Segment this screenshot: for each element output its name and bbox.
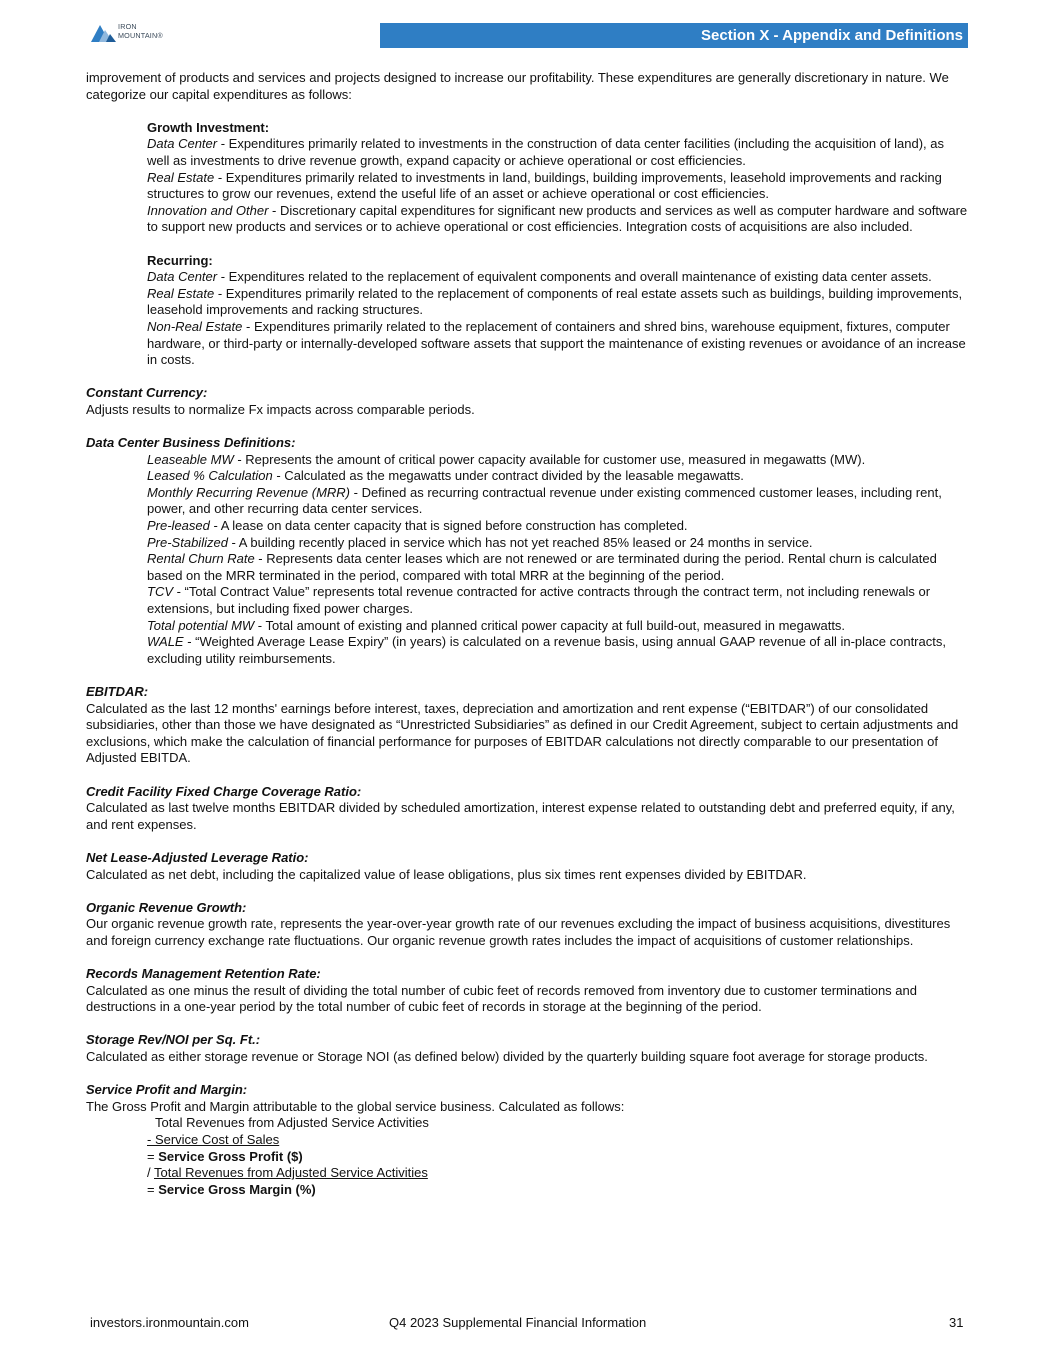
service-profit-heading: Service Profit and Margin: [86,1082,248,1098]
logo-line-2: MOUNTAIN® [118,31,163,40]
definition-text: - Calculated as the megawatts under contract divided by the leasable megawatts. [272,468,744,484]
definition-term: Pre-Stabilized [147,534,228,550]
definition-text: - “Weighted Average Lease Expiry” (in years) is calculated on a revenue basis, using annual GAAP revenue of all in-place contracts, excluding utility reimbursements. [147,634,946,666]
iron-mountain-logo [91,22,181,44]
definition-text: - A building recently placed in service which has not yet reached 85% leased or 24 months in service. [227,534,813,550]
growth-investment-section [147,120,968,369]
retention-rate-text: Calculated as one minus the result of dividing the total number of cubic feet of records removed from inventory due to customer terminations and destructions in a one-year period by the total number of cubic feet of records in storage at the beginning of the period. [86,982,917,1015]
net-lease-text: Calculated as net debt, including the capitalized value of lease obligations, plus six times rent expenses divided by EBITDAR. [86,866,807,882]
page-content [86,70,968,1198]
formula-operator: = [147,1148,159,1164]
recurring-text: - Expenditures primarily related to the replacement of containers and shred bins, warehouse equipment, fixtures, computer hardware, or third-party or internally-developed software assets that support the maintenance of existing revenues or avoidance of an increase in costs. [147,318,966,368]
logo-wordmark [118,22,163,40]
definition-item [147,634,968,667]
formula-operator: / [147,1165,154,1181]
organic-growth-heading: Organic Revenue Growth: [86,899,247,915]
definition-text: - A lease on data center capacity that is signed before construction has completed. [209,518,688,534]
definition-term: Leased % Calculation [147,468,273,484]
organic-growth-text: Our organic revenue growth rate, represents the year-over-year growth rate of our revenues excluding the impact of business acquisitions, divestitures and foreign currency exchange rate fluctuations. Our organic revenue growth rates includes the impact of acquisitions of customer relationships. [86,916,951,948]
service-gross-profit-label: Service Gross Profit ($) [158,1148,303,1164]
mountain-logo-icon [91,22,117,42]
definition-item [147,485,968,518]
formula-operator: = [147,1181,159,1197]
growth-term: Innovation and Other [147,202,269,218]
definition-item [147,452,968,469]
growth-term: Data Center [147,136,218,152]
definition-term: Rental Churn Rate [147,551,255,567]
footer-document-title: Q4 2023 Supplemental Financial Information [389,1315,647,1330]
growth-text: - Expenditures primarily related to investments in the construction of data center facilities (including the acquisition of land), as well as investments to drive revenue growth, expand capacity or achieve operational or cost efficiencies. [147,136,945,168]
net-lease-heading: Net Lease-Adjusted Leverage Ratio: [86,849,309,865]
credit-facility-text: Calculated as last twelve months EBITDAR divided by scheduled amortization, interest expense related to outstanding debt and preferred equity, if any, and rent expenses. [86,800,955,832]
formula-line-3 [147,1149,968,1166]
storage-rev-heading: Storage Rev/NOI per Sq. Ft.: [86,1032,261,1048]
retention-rate-heading: Records Management Retention Rate: [86,966,321,982]
ebitdar-heading: EBITDAR: [86,683,149,699]
recurring-term: Real Estate [147,285,215,301]
formula-line-4 [147,1165,968,1182]
recurring-item [147,269,968,286]
service-margin-formula [147,1115,968,1198]
definition-term: Pre-leased [147,518,210,534]
definition-item [147,618,968,635]
growth-text: - Expenditures primarily related to investments in land, buildings, building improvements, leasehold improvements and racking structures to grow our revenues, extend the useful life of an asset or achieve operational or cost efficiencies. [147,169,942,202]
definition-text: - Defined as recurring contractual revenue under existing commenced customer leases, including rent, power, and other recurring data center services. [147,484,942,517]
formula-line-2: - Service Cost of Sales [147,1132,280,1147]
data-center-definitions-list [147,452,968,668]
definition-term: Total potential MW [147,617,255,633]
recurring-term: Data Center [147,269,218,285]
recurring-item [147,319,968,369]
formula-line-1: Total Revenues from Adjusted Service Activities [155,1115,429,1131]
growth-term: Real Estate [147,169,215,185]
recurring-text: - Expenditures related to the replacement of equivalent components and overall maintenance of existing data center assets. [217,269,932,285]
constant-currency-heading: Constant Currency: [86,385,208,401]
definition-item [147,551,968,584]
growth-item [147,136,968,169]
total-revenues-label: Total Revenues from Adjusted Service Activities [154,1165,428,1181]
ebitdar-text: Calculated as the last 12 months' earnings before interest, taxes, depreciation and amortization and rent expense (“EBITDAR”) of our consolidated subsidiaries, other than those we have designated as “Unrestricted Subsidiaries” as defined in our Credit Agreement, subject to certain adjustments and exclusions, which make the calculation of financial performance for purposes of EBITDAR calculations not directly comparable to our presentation of Adjusted EBITDA. [86,700,959,766]
recurring-title: Recurring: [147,252,213,268]
definition-item [147,468,968,485]
service-profit-text: The Gross Profit and Margin attributable to the global service business. Calculated as follows: [86,1098,625,1114]
growth-item [147,170,968,203]
data-center-definitions-heading: Data Center Business Definitions: [86,435,296,451]
credit-facility-heading: Credit Facility Fixed Charge Coverage Ratio: [86,783,362,799]
growth-investment-title: Growth Investment: [147,119,270,135]
definition-text: - Represents the amount of critical power capacity available for customer use, measured in megawatts (MW). [233,451,866,467]
logo-line-1: IRON [118,22,137,31]
footer-page-number: 31 [949,1315,964,1330]
definition-text: - “Total Contract Value” represents total revenue contracted for active contracts through the contract term, not including renewals or extensions, but including fixed power charges. [147,584,931,616]
growth-text: - Discretionary capital expenditures for significant new products and services as well as computer hardware and software to support new products and services or to achieve operational or cost efficiencies. Integration costs of acquisitions are also included. [147,202,968,235]
definition-term: Monthly Recurring Revenue (MRR) [147,484,351,500]
recurring-text: - Expenditures primarily related to the replacement of components of real estate assets such as buildings, building improvements, leasehold improvements and racking structures. [147,285,963,318]
growth-item [147,203,968,236]
intro-paragraph: improvement of products and services and projects designed to increase our profitability. These expenditures are generally discretionary in nature. We categorize our capital expenditures as follows: [86,70,949,102]
footer-website-link[interactable]: investors.ironmountain.com [90,1315,249,1330]
recurring-term: Non-Real Estate [147,318,243,334]
constant-currency-text: Adjusts results to normalize Fx impacts across comparable periods. [86,401,475,417]
definition-text: - Total amount of existing and planned critical power capacity at full build-out, measured in megawatts. [254,617,846,633]
definition-item [147,518,968,535]
definition-term: TCV [147,584,173,600]
recurring-item [147,286,968,319]
definition-item [147,535,968,552]
storage-rev-text: Calculated as either storage revenue or Storage NOI (as defined below) divided by the quarterly building square foot average for storage products. [86,1049,928,1065]
service-gross-margin-label: Service Gross Margin (%) [158,1181,316,1197]
section-title-banner: Section X - Appendix and Definitions [380,23,968,48]
definition-term: WALE [147,634,184,650]
definition-text: - Represents data center leases which are not renewed or are terminated during the period. Rental churn is calculated based on the MRR terminated in the period, compared with total MRR at the beginning of the period. [147,551,937,583]
definition-item [147,584,968,617]
formula-line-5 [147,1182,968,1199]
definition-term: Leaseable MW [147,451,234,467]
